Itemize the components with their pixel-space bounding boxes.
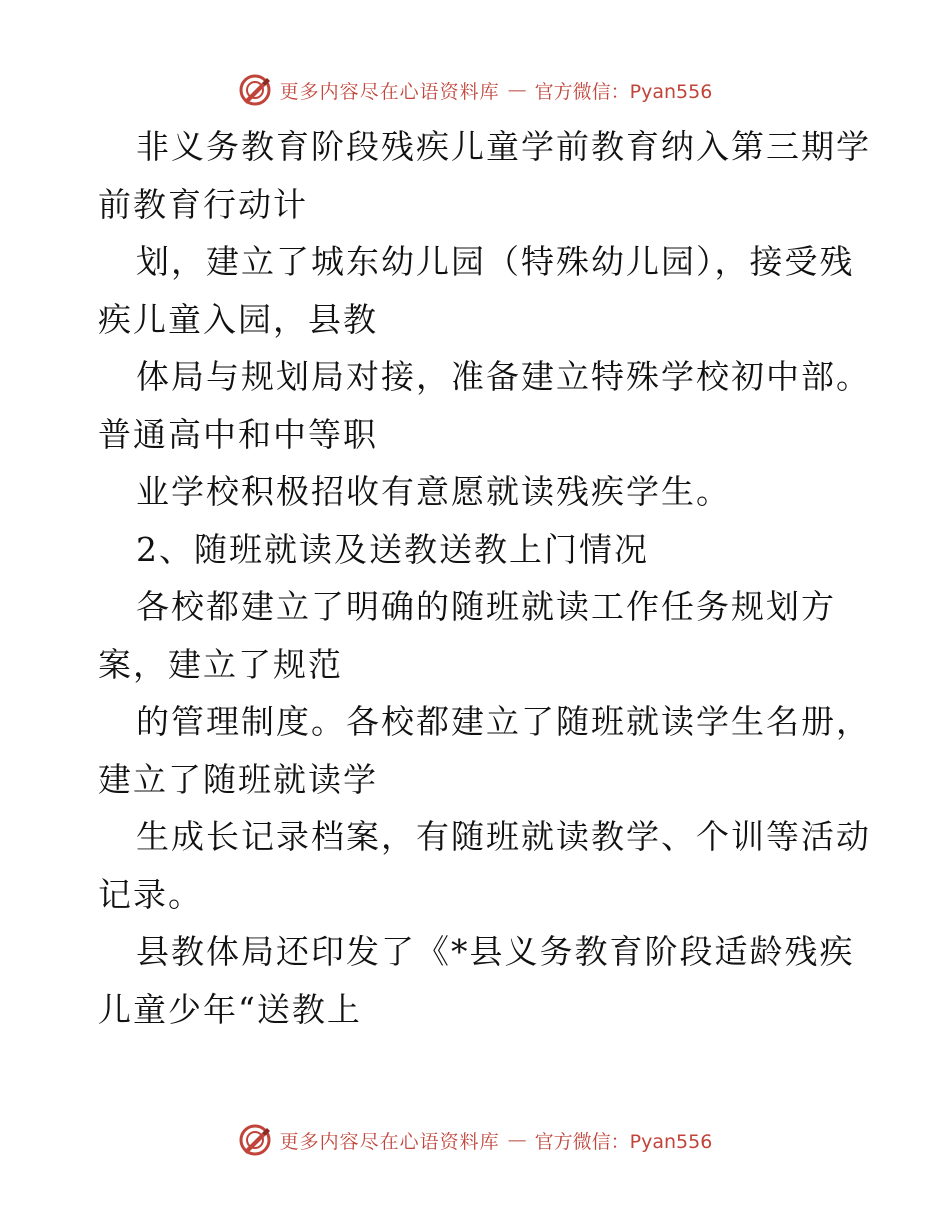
watermark-wechat-text: 官方微信：Pyan556 — [534, 80, 713, 103]
pen-in-circle-icon — [238, 1123, 272, 1157]
text-line: 案，建立了规范 — [98, 644, 343, 684]
document-body — [98, 118, 871, 1038]
text-line: 的管理制度。各校都建立了随班就读学生名册， — [136, 702, 871, 741]
text-line: 记录。 — [98, 874, 203, 914]
pen-in-circle-icon — [238, 73, 272, 107]
text-line: 业学校积极招收有意愿就读残疾学生。 — [136, 472, 731, 511]
text-line: 疾儿童入园，县教 — [98, 299, 378, 339]
text-line: 划，建立了城东幼儿园（特殊幼儿园），接受残 — [136, 242, 855, 281]
text-line: 县教体局还印发了《*县义务教育阶段适龄残疾 — [136, 932, 855, 971]
section-heading: 2、随班就读及送教送教上门情况 — [136, 529, 649, 569]
text-line: 建立了随班就读学 — [98, 759, 378, 799]
text-line: 儿童少年“送教上 — [98, 989, 362, 1029]
text-line: 前教育行动计 — [98, 184, 308, 224]
watermark-wechat-text: 官方微信：Pyan556 — [534, 1130, 713, 1153]
text-line: 非义务教育阶段残疾儿童学前教育纳入第三期学 — [136, 127, 871, 166]
footer-watermark — [0, 1120, 950, 1160]
text-line: 体局与规划局对接，准备建立特殊学校初中部。 — [136, 357, 871, 396]
watermark-dash: — — [507, 79, 527, 101]
text-line: 普通高中和中等职 — [98, 414, 378, 454]
text-line: 各校都建立了明确的随班就读工作任务规划方 — [136, 587, 836, 626]
watermark-brand-text: 更多内容尽在心语资料库 — [279, 80, 500, 103]
text-line: 生成长记录档案，有随班就读教学、个训等活动 — [136, 817, 871, 856]
watermark-brand-text: 更多内容尽在心语资料库 — [279, 1130, 500, 1153]
watermark-dash: — — [507, 1129, 527, 1151]
header-watermark — [0, 70, 950, 110]
